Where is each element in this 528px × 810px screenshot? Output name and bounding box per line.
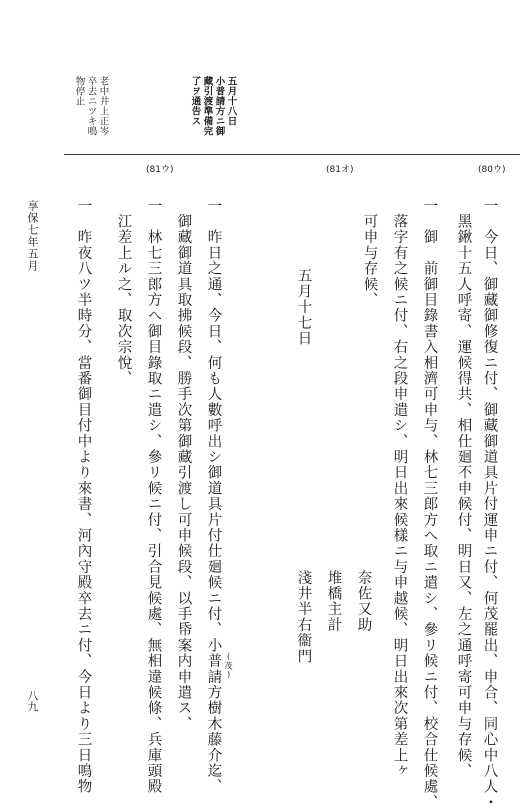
- text-line: 一 林七三郎方へ御目錄取ニ遣シ、參リ候ニ付、引合見候處、無相違候條、兵庫頭殿: [145, 198, 162, 795]
- date-heading: 五月十七日: [295, 268, 312, 347]
- text-line: 一 昨夜八ツ半時分、當番御目付中より來書、河內守殿卒去ニ付、今日より三日鳴物: [75, 198, 92, 795]
- text-line: 一 昨日之通、今日、何も人數呼出シ御道具片付仕廻候ニ付、小普請方樹木藤介迄、: [205, 198, 222, 795]
- folio-marker: (81ウ): [146, 165, 174, 175]
- text-line: 御藏御道具取拂候段、勝手次第御藏引渡し可申候段、以手帋案内申遣ス、: [175, 198, 192, 732]
- folio-marker: (80ウ): [478, 165, 506, 175]
- header-note-line: 小普請方ニ御: [213, 76, 225, 136]
- running-head: 享保七年五月: [26, 200, 39, 272]
- text-line: 可申与存候、: [361, 198, 378, 308]
- text-line: 一 御 前御目錄書入相濟可申与、林七三郎方へ取ニ遣シ、參リ候ニ付、校合仕候處、: [421, 198, 438, 810]
- header-note-line: 老中井上正岑: [97, 76, 109, 136]
- text-line: 落字有之候ニ付、右之段申遣シ、明日出來候樣ニ与申越候、明日出來次第差上ヶ: [391, 198, 408, 779]
- text-line: 江差上ル之、取次宗悅、: [115, 198, 132, 387]
- header-note-line: 藏引渡準備完: [201, 76, 213, 136]
- header-note-line: 物停止: [73, 76, 85, 106]
- header-note-line: 五月十八日: [225, 76, 237, 126]
- interlinear-gloss: (茂): [224, 652, 233, 680]
- header-note-line: 了ヲ通告ス: [189, 76, 201, 126]
- text-line: 黑鍬十五人呼寄、運候得共、相仕廻不申候付、明日又、左之通呼寄可申与存候、: [455, 198, 472, 779]
- signatory-name: 堆橋主計: [325, 570, 342, 633]
- page-number: 八九: [26, 690, 39, 712]
- header-divider: [64, 154, 520, 155]
- signatory-name: 淺井半右衞門: [295, 570, 312, 665]
- text-line: 一 今日、御藏御修復ニ付、御藏御道具片付運申ニ付、何茂罷出、申合、同心中八人・: [481, 198, 498, 810]
- header-note-line: 卒去ニツキ鳴: [85, 76, 97, 136]
- folio-marker: (81オ): [326, 165, 354, 175]
- signatory-name: 奈佐又助: [355, 570, 372, 633]
